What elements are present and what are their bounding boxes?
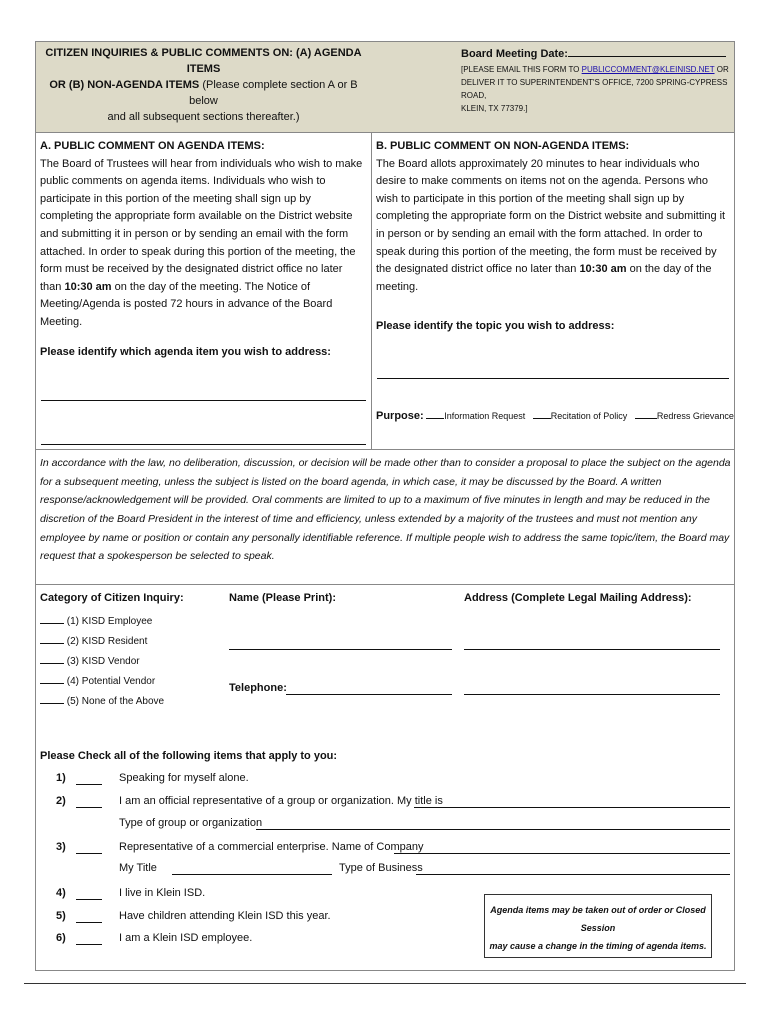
- agenda-item-line-2[interactable]: [41, 444, 366, 445]
- item-3-check[interactable]: [76, 853, 102, 854]
- notice-bottom-rule: [36, 584, 734, 585]
- checklist-heading: Please Check all of the following items that apply to you:: [40, 750, 338, 762]
- category-option-1[interactable]: [40, 613, 152, 628]
- item-2-check[interactable]: [76, 807, 102, 808]
- category-check-5[interactable]: [40, 693, 64, 704]
- item-2-number: 2): [56, 795, 66, 807]
- email-link[interactable]: PUBLICCOMMENT@KLEINISD.NET: [581, 65, 715, 75]
- item-3-business-type-field[interactable]: [416, 874, 730, 875]
- category-text-1: (1) KISD Employee: [66, 616, 153, 627]
- citizen-inquiry-form: [35, 41, 735, 971]
- category-text-4: (4) Potential Vendor: [66, 676, 156, 687]
- category-text-3: (3) KISD Vendor: [66, 656, 140, 667]
- section-a-body-text-end: on the day of the meeting. The Notice of Meeting/Agenda is posted 72 hours in advance of the Board Meeting.: [40, 280, 333, 328]
- note-line2: may cause a change in the timing of agenda items.: [489, 941, 707, 951]
- name-label: Name (Please Print):: [229, 592, 336, 604]
- item-3-sub2: Type of Business: [339, 862, 423, 874]
- email-instruction: [PLEASE EMAIL THIS FORM TO: [461, 65, 582, 75]
- board-date-field[interactable]: [568, 46, 726, 57]
- board-date-label: Board Meeting Date:: [461, 48, 568, 60]
- category-text-5: (5) None of the Above: [66, 696, 165, 707]
- telephone-label: Telephone:: [229, 682, 287, 694]
- category-option-2[interactable]: [40, 633, 147, 648]
- category-check-2[interactable]: [40, 633, 64, 644]
- section-a-body: [40, 156, 366, 332]
- item-1-text: Speaking for myself alone.: [119, 772, 249, 784]
- address-line2: KLEIN, TX 77379.]: [461, 103, 528, 113]
- purpose-option-1: Information Request: [444, 411, 526, 421]
- item-1-check[interactable]: [76, 784, 102, 785]
- section-b-body: [376, 156, 732, 297]
- item-3-title-field[interactable]: [172, 874, 332, 875]
- item-2-title-field[interactable]: [414, 807, 730, 808]
- purpose-option-3: Redress Grievance: [656, 411, 734, 421]
- category-option-5[interactable]: [40, 693, 164, 708]
- legal-notice: In accordance with the law, no deliberation, discussion, or decision will be made other than to consider a proposal to place the subject on the agenda for a subsequent meeting, unless the subject is listed on the board agenda, in which case, it may be discussed by the Board. A written response/acknowledgement will be provided. Oral comments are limited to up to a maximum of five minutes in length and may be reduced in the discretion of the Board President in the interest of time and efficiency, unless extended by a majority of the trustees and must not mention any employee by name or position or contain any personally identifiable reference. If multiple people wish to address the same topic/item, the Board may request that a spokesperson be selected to speak.: [40, 457, 731, 563]
- item-1-number: 1): [56, 772, 66, 784]
- section-a-heading: A. PUBLIC COMMENT ON AGENDA ITEMS:: [40, 140, 265, 152]
- section-a-deadline: 10:30 am: [64, 280, 112, 293]
- item-2-sub: Type of group or organization: [119, 817, 263, 829]
- item-4-number: 4): [56, 887, 66, 899]
- item-2-org-type-field[interactable]: [256, 829, 730, 830]
- purpose-option-2: Recitation of Policy: [550, 411, 628, 421]
- purpose-row: [376, 408, 732, 423]
- purpose-label: Purpose:: [376, 410, 424, 422]
- title-line3: and all subsequent sections thereafter.): [107, 110, 300, 123]
- telephone-field[interactable]: [286, 694, 452, 695]
- item-3-text: Representative of a commercial enterprise. Name of Company: [119, 841, 424, 853]
- purpose-check-2[interactable]: [533, 408, 551, 419]
- section-b-body-text: The Board allots approximately 20 minutes to hear individuals who desire to make comments on items not on the agenda. Persons who wish to participate in this portion of the meeting shall sign up by completing the appropriate form on the District website and submitting it in person or by sending an email with the form attached. In order to speak during this portion of the meeting, the form must be received by the designated district office no later than: [376, 157, 726, 276]
- name-field[interactable]: [229, 649, 452, 650]
- form-title: [36, 46, 371, 126]
- item-6-check[interactable]: [76, 944, 102, 945]
- board-meeting-info: [461, 46, 731, 115]
- notice-top-rule: [36, 449, 734, 450]
- item-4-text: I live in Klein ISD.: [119, 887, 206, 899]
- category-text-2: (2) KISD Resident: [66, 636, 148, 647]
- section-divider: [371, 133, 372, 449]
- category-option-4[interactable]: [40, 673, 155, 688]
- section-b-heading: B. PUBLIC COMMENT ON NON-AGENDA ITEMS:: [376, 140, 630, 152]
- category-check-3[interactable]: [40, 653, 64, 664]
- item-3-company-field[interactable]: [394, 853, 730, 854]
- section-b: [376, 138, 732, 336]
- item-5-text: Have children attending Klein ISD this year.: [119, 910, 331, 922]
- section-a-prompt: Please identify which agenda item you wish to address:: [40, 345, 331, 358]
- item-5-number: 5): [56, 910, 66, 922]
- purpose-check-1[interactable]: [426, 408, 444, 419]
- category-label: Category of Citizen Inquiry:: [40, 592, 184, 604]
- category-option-3[interactable]: [40, 653, 140, 668]
- item-6-number: 6): [56, 932, 66, 944]
- section-b-prompt: Please identify the topic you wish to address:: [376, 320, 615, 333]
- address-line1: DELIVER IT TO SUPERINTENDENT'S OFFICE, 7200 SPRING-CYPRESS ROAD,: [461, 77, 728, 100]
- agenda-order-note: [484, 894, 712, 958]
- email-instruction-or: OR: [714, 65, 729, 75]
- purpose-check-3[interactable]: [635, 408, 657, 419]
- page-bottom-rule: [24, 983, 746, 984]
- category-check-4[interactable]: [40, 673, 64, 684]
- item-3-sub: My Title: [119, 862, 157, 874]
- section-b-body-text-end: on the day of the meeting.: [376, 263, 712, 293]
- title-line1: CITIZEN INQUIRIES & PUBLIC COMMENTS ON: (A) AGENDA ITEMS: [45, 47, 362, 75]
- title-line2-rest: (Please complete section A or B below: [189, 78, 358, 107]
- section-b-deadline: 10:30 am: [579, 263, 627, 276]
- section-a-body-text: The Board of Trustees will hear from individuals who wish to make public comments on agenda items. Individuals who wish to participate in this portion of the meeting shall sign up by completing the appropriate form available on the District website and submitting it in person or by sending an email with the form attached. In order to speak during this portion of the meeting, the form must be received by the designated district office no later than: [40, 157, 363, 293]
- address-field-1[interactable]: [464, 649, 720, 650]
- form-header: [36, 42, 734, 133]
- item-3-number: 3): [56, 841, 66, 853]
- category-check-1[interactable]: [40, 613, 64, 624]
- item-6-text: I am a Klein ISD employee.: [119, 932, 253, 944]
- section-a: [40, 138, 366, 361]
- topic-line[interactable]: [377, 378, 729, 379]
- address-field-2[interactable]: [464, 694, 720, 695]
- agenda-item-line-1[interactable]: [41, 400, 366, 401]
- item-2-text: I am an official representative of a group or organization. My title is: [119, 795, 443, 807]
- item-5-check[interactable]: [76, 922, 102, 923]
- address-label: Address (Complete Legal Mailing Address):: [464, 592, 692, 604]
- note-line1: Agenda items may be taken out of order or Closed Session: [490, 905, 706, 933]
- item-4-check[interactable]: [76, 899, 102, 900]
- title-line2-bold: OR (B) NON-AGENDA ITEMS: [49, 78, 200, 91]
